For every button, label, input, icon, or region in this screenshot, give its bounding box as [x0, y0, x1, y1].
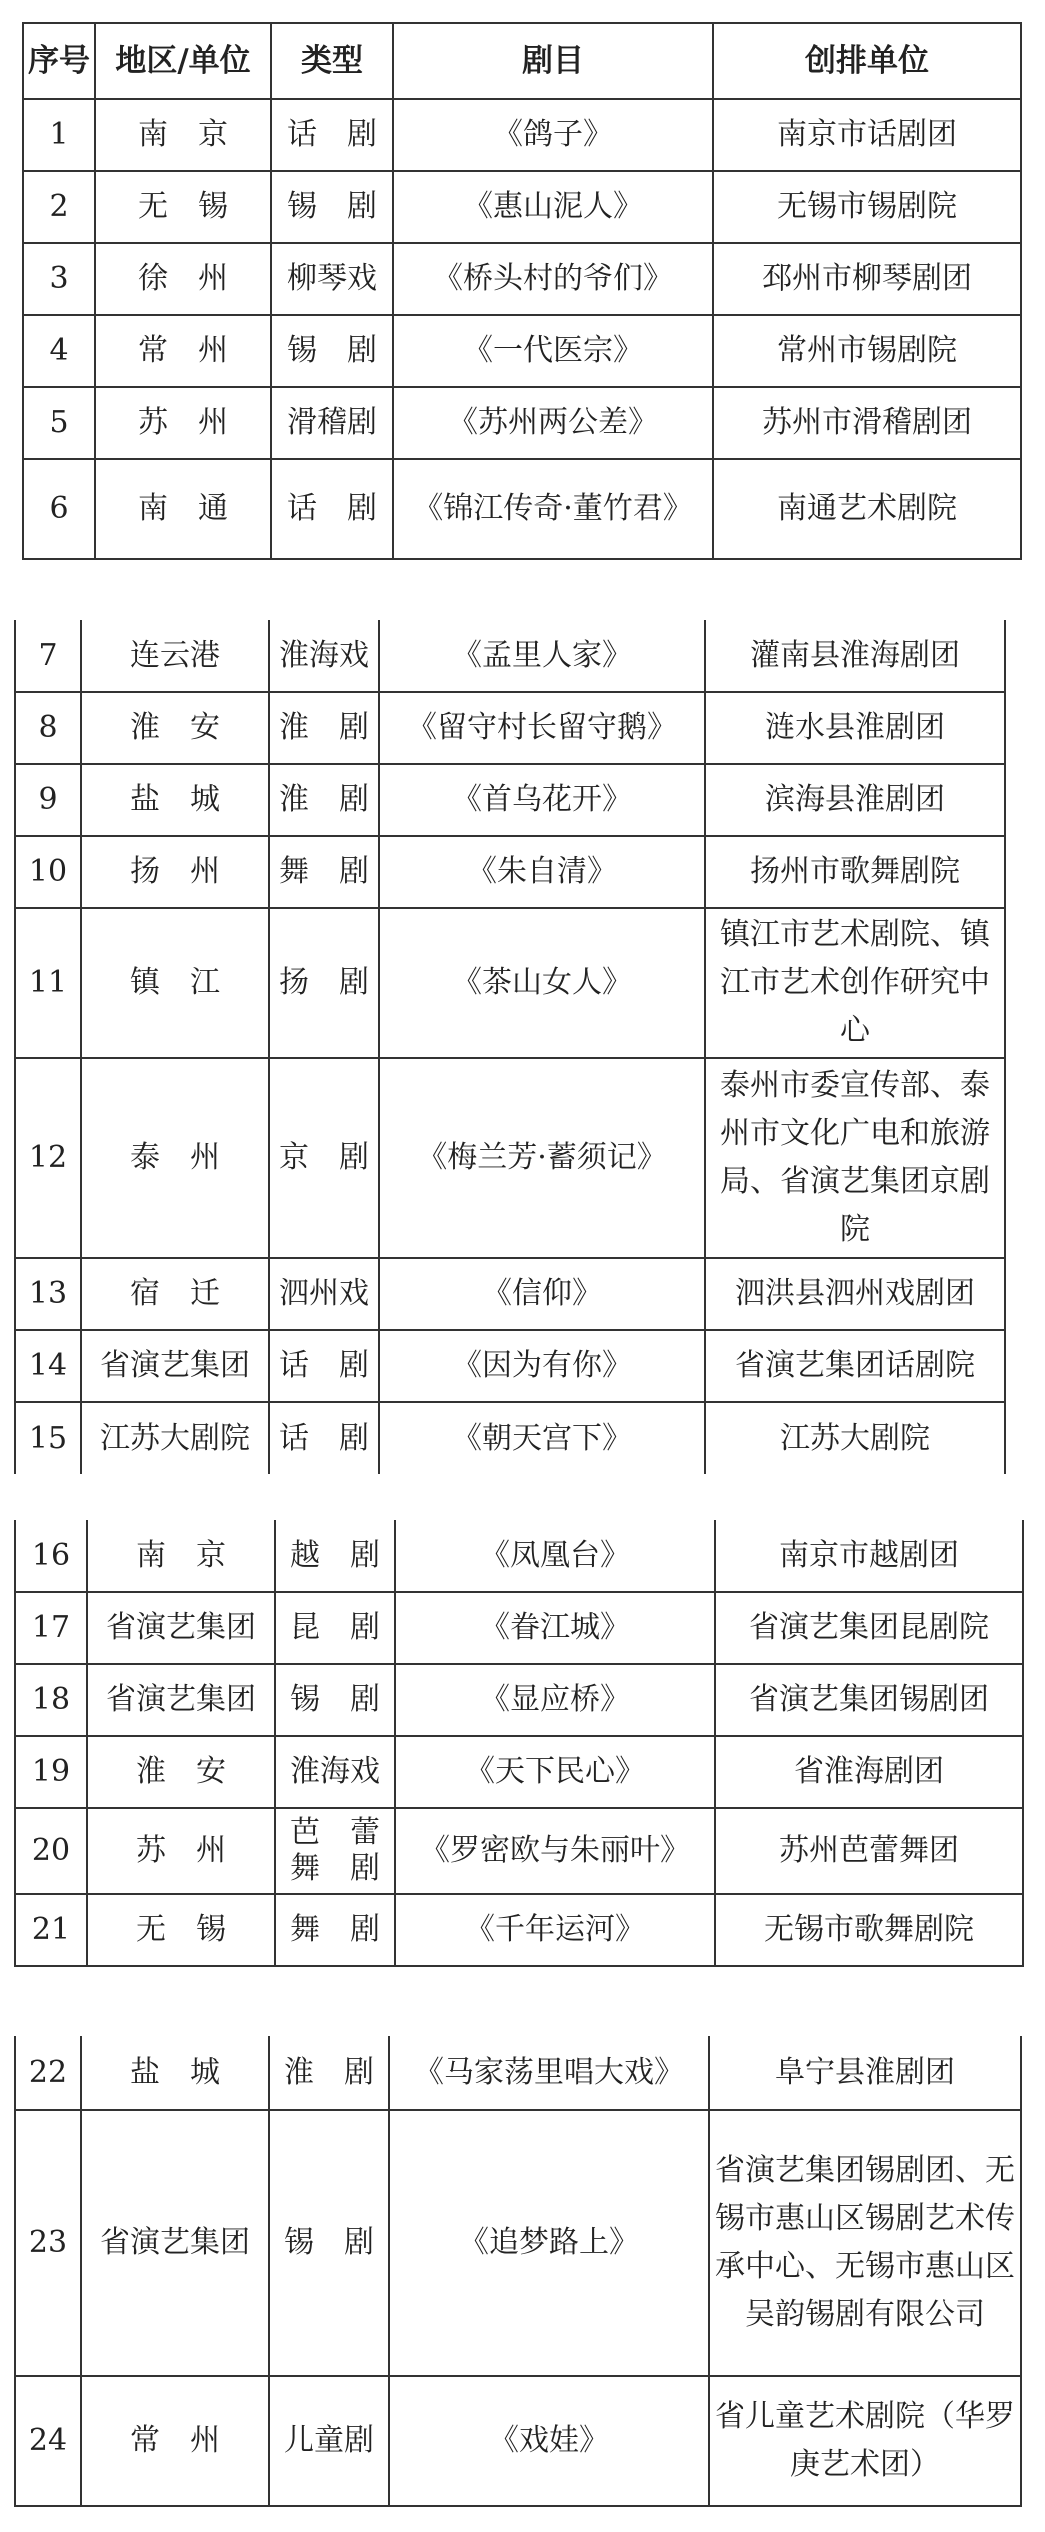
cell-title: 《朱自清》 [379, 836, 705, 908]
cell-unit: 滨海县淮剧团 [705, 764, 1005, 836]
header-no: 序号 [23, 23, 95, 99]
cell-region: 无 锡 [95, 171, 271, 243]
cell-title: 《惠山泥人》 [393, 171, 713, 243]
cell-region: 省演艺集团 [81, 2110, 269, 2376]
table-row [23, 243, 1021, 315]
cell-unit: 省演艺集团锡剧团 [715, 1664, 1023, 1736]
cell-type: 越 剧 [275, 1520, 395, 1592]
cell-region: 宿 迁 [81, 1258, 269, 1330]
cell-no: 16 [15, 1520, 87, 1592]
cell-region: 淮 安 [87, 1736, 275, 1808]
cell-type: 淮海戏 [275, 1736, 395, 1808]
cell-title: 《天下民心》 [395, 1736, 715, 1808]
cell-title: 《首乌花开》 [379, 764, 705, 836]
cell-title: 《留守村长留守鹅》 [379, 692, 705, 764]
cell-no: 6 [23, 459, 95, 559]
cell-unit: 灌南县淮海剧团 [705, 620, 1005, 692]
table-row [15, 908, 1005, 1058]
cell-type: 扬 剧 [269, 908, 379, 1058]
table-row [15, 2110, 1021, 2376]
cell-region: 南 京 [87, 1520, 275, 1592]
cell-no: 21 [15, 1894, 87, 1966]
cell-title: 《千年运河》 [395, 1894, 715, 1966]
cell-no: 13 [15, 1258, 81, 1330]
table-row [15, 1808, 1023, 1894]
header-type: 类型 [271, 23, 393, 99]
cell-region: 南 京 [95, 99, 271, 171]
cell-type: 京 剧 [269, 1058, 379, 1258]
cell-unit: 南京市话剧团 [713, 99, 1021, 171]
cell-type: 话 剧 [271, 459, 393, 559]
cell-title: 《罗密欧与朱丽叶》 [395, 1808, 715, 1894]
cell-region: 镇 江 [81, 908, 269, 1058]
cell-unit: 苏州芭蕾舞团 [715, 1808, 1023, 1894]
cell-region: 南 通 [95, 459, 271, 559]
cell-no: 15 [15, 1402, 81, 1474]
header-region: 地区/单位 [95, 23, 271, 99]
cell-unit: 阜宁县淮剧团 [709, 2036, 1021, 2110]
cell-title: 《眷江城》 [395, 1592, 715, 1664]
table-segment-3 [14, 1520, 1024, 1967]
cell-unit: 省儿童艺术剧院（华罗庚艺术团） [709, 2376, 1021, 2506]
cell-region: 盐 城 [81, 2036, 269, 2110]
cell-type: 舞 剧 [275, 1894, 395, 1966]
cell-type: 话 剧 [271, 99, 393, 171]
table-row [15, 1058, 1005, 1258]
cell-unit: 省淮海剧团 [715, 1736, 1023, 1808]
header-title: 剧目 [393, 23, 713, 99]
cell-title: 《梅兰芳·蓄须记》 [379, 1058, 705, 1258]
cell-unit: 省演艺集团昆剧院 [715, 1592, 1023, 1664]
cell-region: 常 州 [95, 315, 271, 387]
cell-unit: 江苏大剧院 [705, 1402, 1005, 1474]
table-segment-4 [14, 2036, 1022, 2507]
cell-unit: 省演艺集团话剧院 [705, 1330, 1005, 1402]
table-row [15, 620, 1005, 692]
cell-unit: 无锡市锡剧院 [713, 171, 1021, 243]
table-segment-2 [14, 620, 1006, 1474]
table-row [23, 171, 1021, 243]
cell-no: 5 [23, 387, 95, 459]
table-segment-1 [22, 22, 1022, 560]
cell-type: 锡 剧 [269, 2110, 389, 2376]
cell-type: 舞 剧 [269, 836, 379, 908]
cell-no: 10 [15, 836, 81, 908]
cell-title: 《茶山女人》 [379, 908, 705, 1058]
cell-unit: 省演艺集团锡剧团、无锡市惠山区锡剧艺术传承中心、无锡市惠山区吴韵锡剧有限公司 [709, 2110, 1021, 2376]
cell-region: 省演艺集团 [87, 1664, 275, 1736]
cell-unit: 南通艺术剧院 [713, 459, 1021, 559]
cell-unit: 常州市锡剧院 [713, 315, 1021, 387]
cell-type: 锡 剧 [275, 1664, 395, 1736]
cell-no: 8 [15, 692, 81, 764]
cell-no: 24 [15, 2376, 81, 2506]
cell-type: 滑稽剧 [271, 387, 393, 459]
cell-region: 苏 州 [87, 1808, 275, 1894]
cell-type: 淮 剧 [269, 692, 379, 764]
cell-region: 苏 州 [95, 387, 271, 459]
cell-type: 芭 蕾舞 剧 [275, 1808, 395, 1894]
cell-no: 11 [15, 908, 81, 1058]
table-row [15, 836, 1005, 908]
cell-no: 18 [15, 1664, 87, 1736]
cell-type: 话 剧 [269, 1330, 379, 1402]
cell-no: 2 [23, 171, 95, 243]
cell-type: 泗州戏 [269, 1258, 379, 1330]
cell-no: 17 [15, 1592, 87, 1664]
cell-title: 《鸽子》 [393, 99, 713, 171]
table-row [23, 99, 1021, 171]
cell-title: 《追梦路上》 [389, 2110, 709, 2376]
cell-no: 1 [23, 99, 95, 171]
table-row [15, 1258, 1005, 1330]
cell-no: 23 [15, 2110, 81, 2376]
cell-title: 《戏娃》 [389, 2376, 709, 2506]
table-row [15, 1736, 1023, 1808]
cell-title: 《信仰》 [379, 1258, 705, 1330]
cell-no: 3 [23, 243, 95, 315]
cell-region: 省演艺集团 [87, 1592, 275, 1664]
cell-no: 22 [15, 2036, 81, 2110]
cell-unit: 镇江市艺术剧院、镇江市艺术创作研究中心 [705, 908, 1005, 1058]
cell-unit: 无锡市歌舞剧院 [715, 1894, 1023, 1966]
table-row [15, 2036, 1021, 2110]
cell-title: 《桥头村的爷们》 [393, 243, 713, 315]
cell-region: 扬 州 [81, 836, 269, 908]
header-unit: 创排单位 [713, 23, 1021, 99]
header-row [23, 23, 1021, 99]
table-row [23, 387, 1021, 459]
table-row [15, 1330, 1005, 1402]
cell-title: 《一代医宗》 [393, 315, 713, 387]
table-row [23, 315, 1021, 387]
cell-region: 省演艺集团 [81, 1330, 269, 1402]
cell-region: 盐 城 [81, 764, 269, 836]
cell-no: 14 [15, 1330, 81, 1402]
table-row [15, 764, 1005, 836]
cell-region: 连云港 [81, 620, 269, 692]
table-row [15, 692, 1005, 764]
cell-no: 20 [15, 1808, 87, 1894]
cell-title: 《苏州两公差》 [393, 387, 713, 459]
cell-title: 《马家荡里唱大戏》 [389, 2036, 709, 2110]
cell-unit: 苏州市滑稽剧团 [713, 387, 1021, 459]
cell-unit: 涟水县淮剧团 [705, 692, 1005, 764]
cell-title: 《凤凰台》 [395, 1520, 715, 1592]
cell-title: 《朝天宫下》 [379, 1402, 705, 1474]
cell-unit: 邳州市柳琴剧团 [713, 243, 1021, 315]
cell-no: 12 [15, 1058, 81, 1258]
cell-unit: 扬州市歌舞剧院 [705, 836, 1005, 908]
cell-region: 淮 安 [81, 692, 269, 764]
table-row [15, 1592, 1023, 1664]
cell-title: 《锦江传奇·董竹君》 [393, 459, 713, 559]
table-row [15, 1402, 1005, 1474]
cell-type: 昆 剧 [275, 1592, 395, 1664]
cell-region: 泰 州 [81, 1058, 269, 1258]
cell-region: 江苏大剧院 [81, 1402, 269, 1474]
table-row [23, 459, 1021, 559]
cell-unit: 泰州市委宣传部、泰州市文化广电和旅游局、省演艺集团京剧院 [705, 1058, 1005, 1258]
cell-region: 无 锡 [87, 1894, 275, 1966]
cell-type: 锡 剧 [271, 315, 393, 387]
cell-type: 儿童剧 [269, 2376, 389, 2506]
cell-type: 柳琴戏 [271, 243, 393, 315]
cell-type: 锡 剧 [271, 171, 393, 243]
cell-title: 《因为有你》 [379, 1330, 705, 1402]
cell-unit: 泗洪县泗州戏剧团 [705, 1258, 1005, 1330]
table-row [15, 1520, 1023, 1592]
cell-region: 常 州 [81, 2376, 269, 2506]
cell-no: 4 [23, 315, 95, 387]
table-row [15, 1894, 1023, 1966]
cell-no: 19 [15, 1736, 87, 1808]
cell-no: 7 [15, 620, 81, 692]
cell-type: 淮海戏 [269, 620, 379, 692]
cell-unit: 南京市越剧团 [715, 1520, 1023, 1592]
cell-title: 《显应桥》 [395, 1664, 715, 1736]
cell-no: 9 [15, 764, 81, 836]
cell-type: 话 剧 [269, 1402, 379, 1474]
table-row [15, 2376, 1021, 2506]
cell-region: 徐 州 [95, 243, 271, 315]
cell-type: 淮 剧 [269, 764, 379, 836]
cell-type: 淮 剧 [269, 2036, 389, 2110]
table-row [15, 1664, 1023, 1736]
cell-title: 《孟里人家》 [379, 620, 705, 692]
